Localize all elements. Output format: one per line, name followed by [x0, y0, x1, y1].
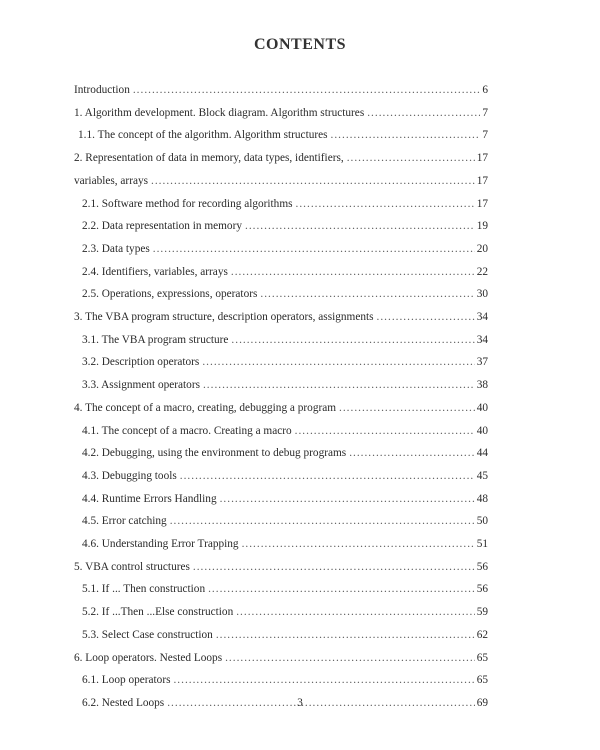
toc-entry-label: 5.1. If ... Then construction	[82, 583, 206, 596]
toc-entry-page: 40	[476, 401, 488, 414]
toc-entry[interactable]	[82, 193, 488, 211]
page-number: 3	[297, 697, 303, 709]
toc-entry-label: 2.1. Software method for recording algorithms	[82, 197, 293, 210]
toc-entry-label: 1.1. The concept of the algorithm. Algorithm structures	[78, 129, 328, 142]
toc-entry[interactable]	[74, 170, 488, 188]
toc-entry-label: 3. The VBA program structure, description operators, assignments	[74, 311, 374, 323]
toc-entry[interactable]	[74, 102, 488, 120]
toc-entry[interactable]	[82, 283, 488, 301]
toc-entry-label: 2.3. Data types	[82, 242, 150, 255]
toc-leader-dots	[216, 628, 475, 642]
toc-leader-dots	[203, 378, 475, 392]
toc-entry[interactable]	[74, 147, 488, 165]
toc-entry-page: 34	[476, 311, 488, 323]
toc-entry-page: 56	[476, 560, 488, 573]
toc-entry[interactable]	[82, 465, 488, 483]
toc-leader-dots	[151, 174, 475, 188]
toc-entry-label: Introduction	[74, 84, 130, 96]
toc-entry-label: 4.4. Runtime Errors Handling	[82, 492, 217, 505]
toc-leader-dots	[170, 514, 475, 528]
toc-leader-dots	[180, 469, 475, 483]
toc-entry-page: 20	[476, 242, 488, 255]
toc-leader-dots	[260, 287, 474, 301]
toc-entry-label: 3.2. Description operators	[82, 356, 200, 369]
toc-leader-dots	[339, 401, 475, 415]
toc-entry-page: 38	[476, 379, 488, 392]
page-title: CONTENTS	[253, 36, 347, 53]
toc-entry[interactable]	[82, 261, 488, 279]
toc-entry[interactable]	[82, 329, 488, 347]
toc-leader-dots	[220, 492, 475, 506]
toc-entry-page: 30	[476, 288, 488, 301]
toc-entry-page: 65	[476, 651, 488, 664]
toc-entry[interactable]	[82, 238, 488, 256]
toc-entry-label: 5. VBA control structures	[74, 560, 190, 573]
toc-entry-page: 44	[476, 447, 488, 460]
toc-entry-label: 4.6. Understanding Error Trapping	[82, 538, 239, 550]
toc-entry[interactable]	[82, 601, 488, 619]
toc-entry-page: 34	[476, 333, 488, 346]
toc-entry-page: 17	[476, 197, 488, 210]
toc-entry-page: 50	[476, 515, 488, 528]
toc-entry-page: 62	[476, 628, 488, 641]
toc-entry-page: 51	[476, 538, 488, 550]
toc-entry[interactable]	[82, 510, 488, 528]
toc-leader-dots	[377, 310, 475, 324]
toc-entry-label: 6.1. Loop operators	[82, 674, 171, 687]
toc-leader-dots	[231, 265, 475, 279]
toc-entry-label: 3.3. Assignment operators	[82, 379, 200, 392]
toc-leader-dots	[231, 333, 474, 347]
toc-entry-label: 4.3. Debugging tools	[82, 469, 177, 482]
toc-entry-label: 6. Loop operators. Nested Loops	[74, 651, 223, 664]
toc-entry[interactable]	[74, 79, 488, 97]
toc-entry-label: 2.5. Operations, expressions, operators	[82, 288, 258, 301]
toc-entry-page: 59	[476, 606, 488, 619]
toc-entry-label: 2.4. Identifiers, variables, arrays	[82, 265, 228, 278]
toc-entry-label: 2. Representation of data in memory, data types, identifiers,	[74, 152, 344, 165]
toc-leader-dots	[225, 651, 475, 665]
toc-entry[interactable]	[82, 215, 488, 233]
toc-entry-label: 4. The concept of a macro, creating, debugging a program	[74, 401, 337, 414]
toc-leader-dots	[349, 446, 475, 460]
toc-entry[interactable]	[82, 351, 488, 369]
toc-leader-dots	[242, 537, 475, 551]
toc-entry[interactable]	[82, 442, 488, 460]
toc-entry[interactable]	[82, 488, 488, 506]
toc-entry[interactable]	[82, 533, 488, 551]
toc-entry-label: 2.2. Data representation in memory	[82, 220, 242, 233]
toc-entry-page: 22	[476, 265, 488, 278]
toc-leader-dots	[208, 582, 475, 596]
toc-entry-page: 17	[476, 174, 488, 187]
toc-entry-page: 48	[476, 492, 488, 505]
toc-entry[interactable]	[74, 306, 488, 324]
toc-entry[interactable]	[74, 397, 488, 415]
toc-entry-label: 4.1. The concept of a macro. Creating a macro	[82, 424, 292, 437]
toc-entry-page: 37	[476, 356, 488, 369]
toc-entry-page: 65	[476, 674, 488, 687]
toc-entry[interactable]	[82, 420, 488, 438]
toc-entry-page: 69	[476, 696, 488, 709]
toc-entry-page: 7	[482, 129, 488, 142]
toc-leader-dots	[193, 560, 475, 574]
toc-leader-dots	[153, 242, 475, 256]
toc-entry-page: 17	[476, 152, 488, 165]
toc-leader-dots	[295, 424, 475, 438]
toc-entry-label: 1. Algorithm development. Block diagram. Algorithm structures	[74, 106, 365, 119]
toc-entry-label: 3.1. The VBA program structure	[82, 333, 229, 346]
toc-entry[interactable]	[82, 578, 488, 596]
toc-entry-page: 19	[476, 220, 488, 233]
toc-entry-label: 4.2. Debugging, using the environment to debug programs	[82, 447, 347, 460]
toc-leader-dots	[173, 673, 474, 687]
toc-leader-dots	[296, 197, 475, 211]
toc-entry-label: 5.2. If ...Then ...Else construction	[82, 606, 234, 619]
toc-leader-dots	[245, 219, 475, 233]
toc-entry-label: 4.5. Error catching	[82, 515, 167, 528]
toc-entry-page: 56	[476, 583, 488, 596]
toc-entry[interactable]	[82, 669, 488, 687]
toc-leader-dots	[202, 355, 474, 369]
toc-leader-dots	[331, 128, 481, 142]
toc-entry[interactable]	[74, 647, 488, 665]
toc-entry[interactable]	[74, 556, 488, 574]
toc-entry-page: 40	[476, 424, 488, 437]
toc-leader-dots	[367, 106, 480, 120]
toc-leader-dots	[347, 151, 475, 165]
toc-entry-label: 6.2. Nested Loops	[82, 696, 165, 709]
toc-entry[interactable]	[82, 374, 488, 392]
toc-entry-label: 5.3. Select Case construction	[82, 628, 213, 641]
toc-leader-dots	[236, 605, 474, 619]
toc-entry[interactable]	[82, 624, 488, 642]
toc-entry-page: 6	[482, 84, 488, 96]
toc-entry-page: 45	[476, 469, 488, 482]
toc-entry[interactable]	[78, 124, 488, 142]
toc-entry-label: variables, arrays	[74, 174, 149, 187]
toc-leader-dots	[133, 83, 480, 97]
toc-entry-page: 7	[482, 106, 488, 119]
